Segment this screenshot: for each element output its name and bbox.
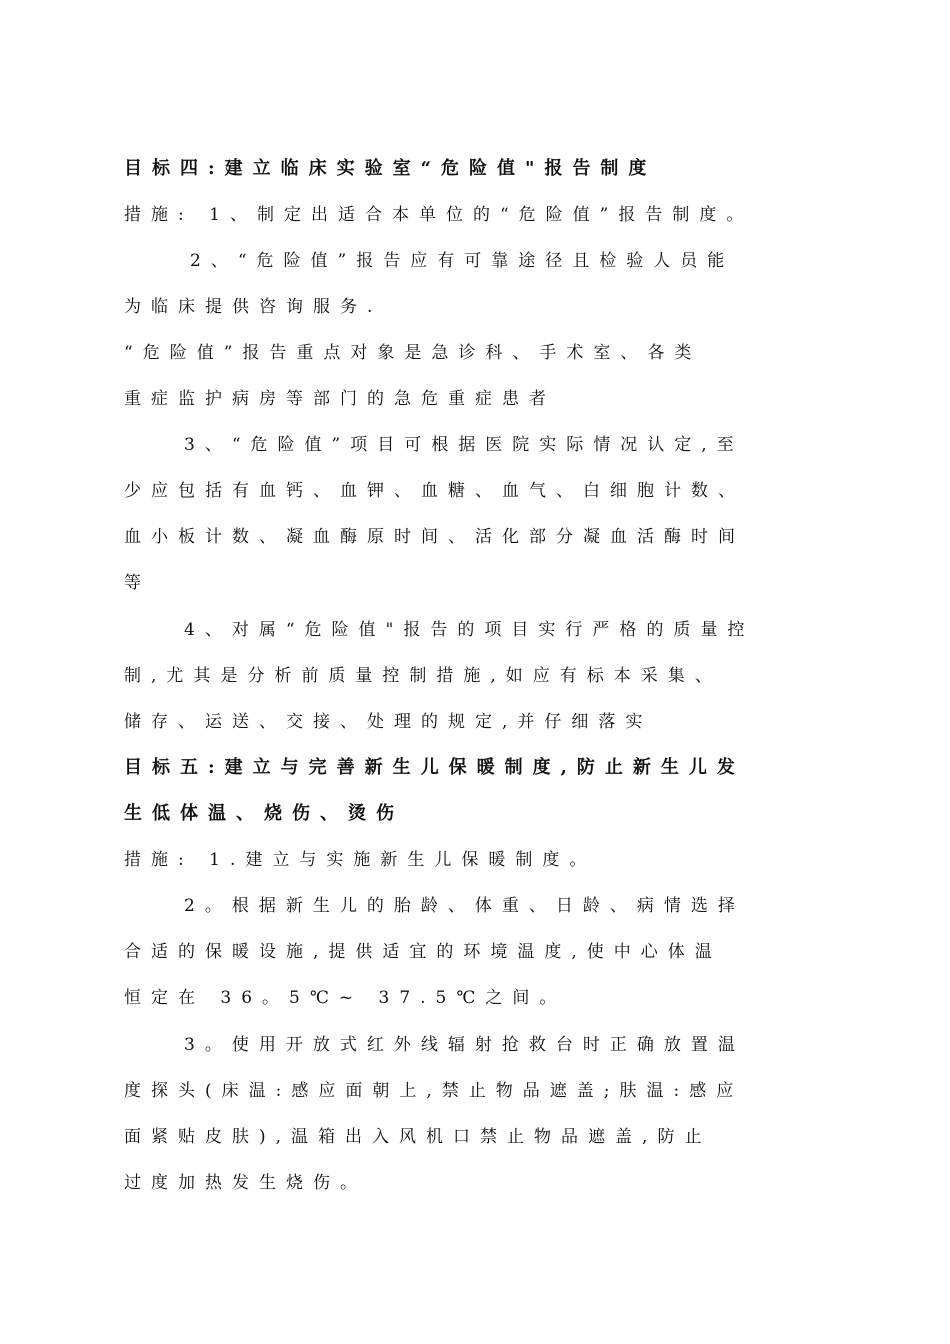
measure-line-2: 2、“危险值”报告应有可靠途径且检验人员能 [190, 251, 735, 271]
measure-line-1: 措施: 1、制定出适合本单位的“危险值”报告制度。 [124, 205, 754, 225]
measure-line-20: 过度加热发生烧伤。 [124, 1173, 367, 1193]
measure-line-10: 4、对属“危险值"报告的项目实行严格的质量控 [184, 620, 755, 640]
measure-line-7: 少应包括有血钙、血钾、血糖、血气、白细胞计数、 [124, 481, 745, 501]
measure-line-5: 重症监护病房等部门的急危重症患者 [124, 389, 556, 409]
measure-line-12: 储存、运送、交接、处理的规定,并仔细落实 [124, 712, 653, 732]
measure-line-4: “危险值”报告重点对象是急诊科、手术室、各类 [124, 343, 702, 363]
heading-goal-four: 目标四:建立临床实验室“危险值"报告制度 [124, 158, 657, 179]
measure-line-6: 3、“危险值”项目可根据医院实际情况认定,至 [184, 435, 744, 455]
heading-goal-five: 目标五:建立与完善新生儿保暖制度,防止新生儿发 [124, 757, 745, 778]
measure-line-16: 恒定在 36。5℃~ 37.5℃之间。 [124, 988, 567, 1008]
measure-line-13: 措施: 1.建立与实施新生儿保暖制度。 [124, 850, 597, 870]
measure-line-3: 为临床提供咨询服务. [124, 297, 383, 317]
measure-line-11: 制,尤其是分析前质量控制措施,如应有标本采集、 [124, 666, 722, 686]
measure-line-19: 面紧贴皮肤),温箱出入风机口禁止物品遮盖,防止 [124, 1127, 712, 1147]
measure-line-14: 2。根据新生儿的胎龄、体重、日龄、病情选择 [184, 896, 745, 916]
measure-line-15: 合适的保暖设施,提供适宜的环境温度,使中心体温 [124, 942, 722, 962]
measure-line-8: 血小板计数、凝血酶原时间、活化部分凝血活酶时间 [124, 527, 745, 547]
measure-line-18: 度探头(床温:感应面朝上,禁止物品遮盖;肤温:感应 [124, 1081, 744, 1101]
heading-goal-five-cont: 生低体温、烧伤、烫伤 [124, 803, 404, 824]
measure-line-9: 等 [124, 573, 151, 593]
measure-line-17: 3。使用开放式红外线辐射抢救台时正确放置温 [184, 1035, 745, 1055]
